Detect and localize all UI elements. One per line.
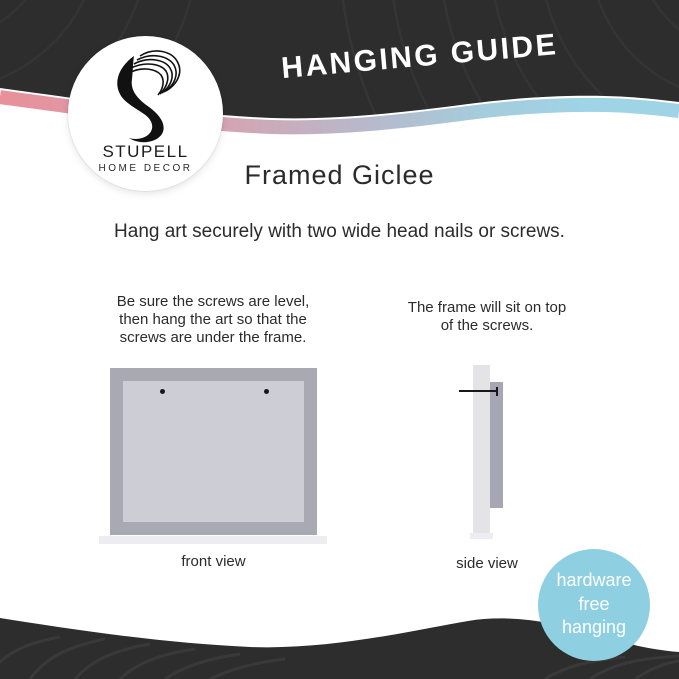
product-subtitle: Framed Giclee — [244, 160, 435, 190]
badge-line: hanging — [561, 617, 627, 637]
frame-shadow — [99, 536, 327, 544]
side-instruction-line: of the screws. — [440, 317, 534, 334]
badge-line: hardware — [556, 570, 632, 590]
screw-dot-left — [160, 389, 165, 394]
front-instruction-line: Be sure the screws are level, — [116, 293, 310, 310]
hardware-free-badge — [538, 549, 650, 661]
brand-name: STUPELL — [102, 142, 189, 161]
nail-head-icon — [496, 387, 498, 396]
front-view-instruction — [95, 293, 331, 347]
frame-art-area — [123, 381, 304, 522]
brand-tagline: HOME DECOR — [98, 163, 193, 174]
badge-line: free — [578, 593, 610, 614]
screw-dot-right — [264, 389, 269, 394]
side-view-instruction — [387, 299, 587, 335]
side-view-art-bar — [490, 382, 503, 508]
nail-icon — [459, 390, 498, 392]
front-view-caption: front view — [181, 553, 246, 570]
side-view-caption: side view — [456, 555, 518, 572]
stupell-s-swirl-icon — [94, 44, 198, 144]
intro-text: Hang art securely with two wide head nails or screws. — [114, 221, 565, 242]
side-view-shadow — [470, 533, 493, 539]
front-view-diagram — [110, 368, 317, 535]
page-title: HANGING GUIDE — [280, 27, 560, 86]
front-instruction-line: screws are under the frame. — [119, 329, 307, 346]
side-instruction-line: The frame will sit on top — [407, 299, 567, 316]
front-instruction-line: then hang the art so that the — [119, 311, 307, 328]
